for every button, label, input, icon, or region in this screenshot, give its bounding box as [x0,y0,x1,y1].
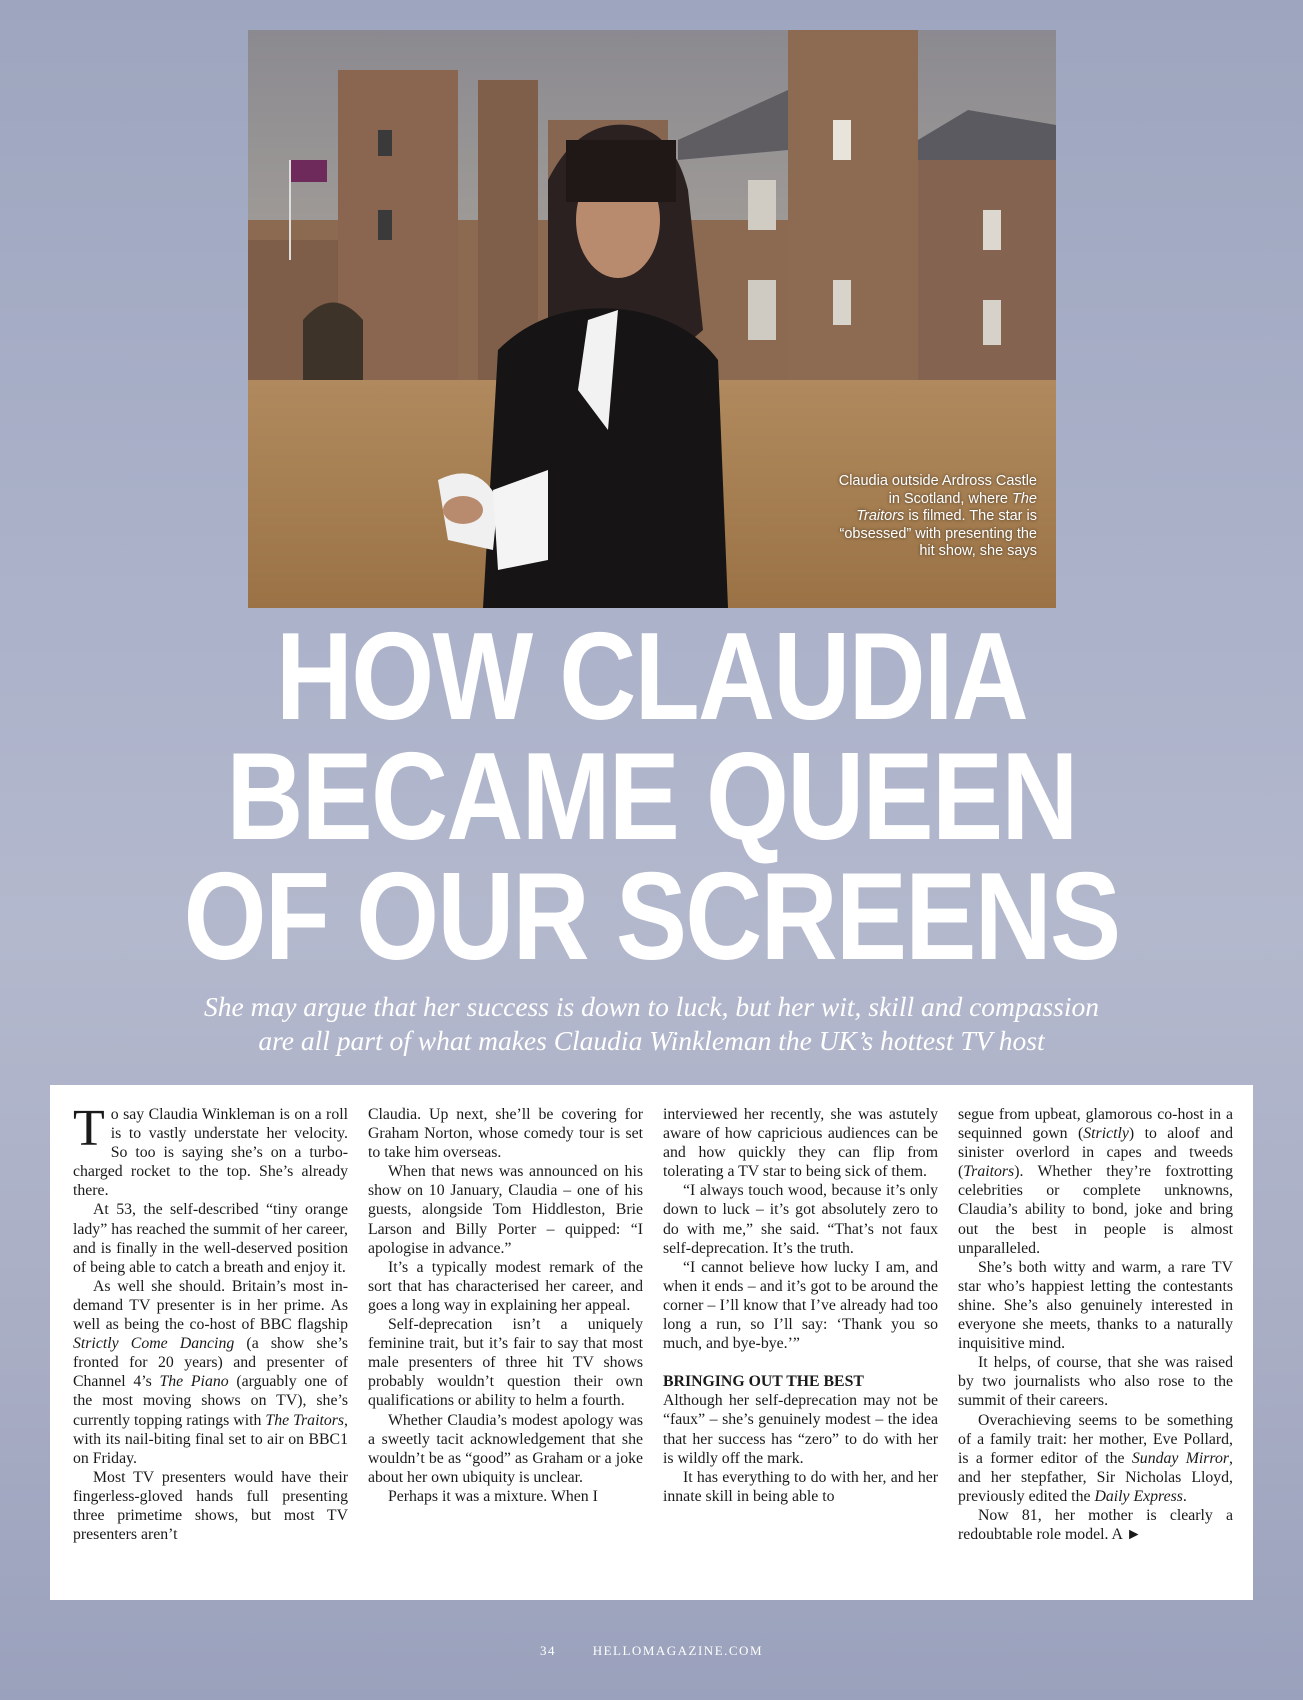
paragraph: segue from upbeat, glamorous co-host in a sequinned gown (Strictly) to aloof and sinister overlord in capes and tweeds (Traitors). Whether they’re foxtrotting celebrities or complete unknowns, Claudia’s ability to bond, joke and bring out the best in people is almost unparalleled. [958,1106,1233,1257]
article-column-3 [663,1105,938,1585]
paragraph: It helps, of course, that she was raised by two journalists who also rose to the summit of their careers. [958,1354,1233,1410]
drop-cap: T [73,1100,105,1157]
continue-arrow-icon: ► [1126,1526,1142,1544]
paragraph: Overachieving seems to be something of a family trait: her mother, Eve Pollard, is a former editor of the Sunday Mirror, and her stepfather, Sir Nicholas Lloyd, previously edited the Daily Express. [958,1411,1233,1505]
paragraph: At 53, the self-described “tiny orange lady” has reached the summit of her career, and is finally in the well-deserved position of being able to catch a breath and enjoy it. [73,1201,348,1276]
standfirst [0,990,1303,1058]
paragraph: She’s both witty and warm, a rare TV star who’s happiest letting the contestants shine. She’s also genuinely interested in everyone she meets, thanks to a naturally inquisitive mind. [958,1258,1233,1353]
paragraph: “I cannot believe how lucky I am, and when it ends – and it’s got to be around the corner – I’ll know that I’ve already had too long a run, so I’ll say: ‘Thank you so much, and bye-bye.’” [663,1258,938,1353]
hero-photo [248,30,1056,608]
standfirst-line-2: are all part of what makes Claudia Winkleman the UK’s hottest TV host [258,1025,1045,1056]
paragraph: “I always touch wood, because it’s only down to luck – it’s got absolutely zero to do with me,” she said. “That’s not faux self-deprecation. It’s the truth. [663,1182,938,1257]
paragraph: Most TV presenters would have their fingerless-gloved hands full presenting three primetime shows, but most TV presenters aren’t [73,1468,348,1544]
paragraph: It’s a typically modest remark of the sort that has characterised her career, and goes a long way in explaining her appeal. [368,1258,643,1314]
paragraph: When that news was announced on his show on 10 January, Claudia – one of his guests, alongside Tom Hiddleston, Brie Larson and Billy Porter – quipped: “I apologise in advance.” [368,1163,643,1257]
paragraph: It has everything to do with her, and her innate skill in being able to [663,1468,938,1505]
section-heading: BRINGING OUT THE BEST [663,1373,864,1391]
headline-line-2: BECAME QUEEN [226,728,1077,866]
photo-caption: Claudia outside Ardross Castle in Scotland, where The Traitors is filmed. The star is “obsessed” with presenting the hit show, she says [838,473,1037,559]
page-footer [0,1643,1303,1659]
headline [91,608,1212,986]
article-column-1 [73,1100,348,1585]
paragraph: Self-deprecation isn’t a uniquely feminine trait, but it’s fair to say that most male presenters of three hit TV shows probably wouldn’t question their own qualifications or ability to helm a fourth. [368,1316,643,1410]
paragraph: Although her self-deprecation may not be “faux” – she’s genuinely modest – the idea that her success has “zero” to do with her is wildly off the mark. [663,1392,938,1467]
headline-line-3: OF OUR SCREENS [183,848,1120,986]
article-panel [50,1085,1253,1600]
site-url: HELLOMAGAZINE.COM [592,1643,764,1658]
article-columns [73,1100,1233,1585]
article-column-4 [958,1105,1233,1585]
headline-line-1: HOW CLAUDIA [275,608,1028,746]
paragraph: Claudia. Up next, she’ll be covering for Graham Norton, whose comedy tour is set to take him overseas. [368,1106,643,1162]
paragraph: As well she should. Britain’s most in-demand TV presenter is in her prime. As well as being the co-host of BBC flagship Strictly Come Dancing (a show she’s fronted for 20 years) and presenter of Channel 4’s The Piano (arguably one of the most moving shows on TV), she’s currently topping ratings with The Traitors, with its nail-biting final set to air on BBC1 on Friday. [73,1277,348,1467]
standfirst-line-1: She may argue that her success is down to luck, but her wit, skill and compassion [204,991,1099,1022]
paragraph: Whether Claudia’s modest apology was a sweetly tacit acknowledgement that she wouldn’t be as “good” as Graham or a joke about her own ubiquity is unclear. [368,1411,643,1486]
paragraph: interviewed her recently, she was astutely aware of how capricious audiences can be and how quickly they can flip from tolerating a TV star to being sick of them. [663,1106,938,1181]
article-column-2 [368,1105,643,1585]
paragraph: Perhaps it was a mixture. When I [388,1487,598,1505]
page-number: 34 [539,1643,556,1658]
paragraph: Now 81, her mother is clearly a redoubtable role model. A ► [958,1506,1233,1544]
paragraph: To say Claudia Winkleman is on a roll is to vastly understate her velocity. So too is saying she’s on a turbo-charged rocket to the top. She’s already there. [73,1100,348,1200]
